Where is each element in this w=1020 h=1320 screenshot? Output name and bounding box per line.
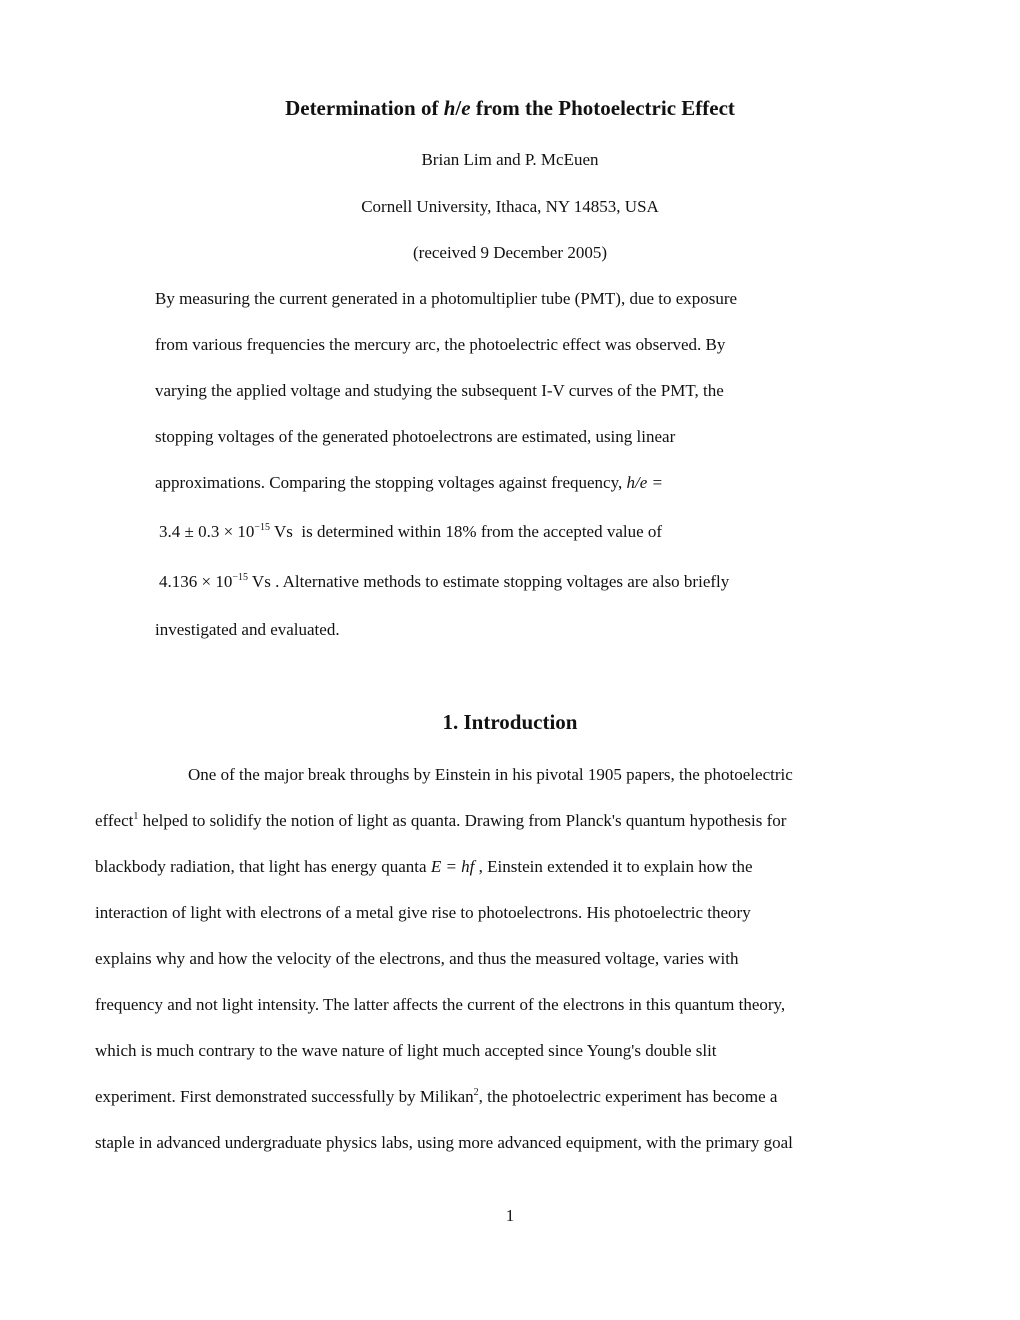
abstract-line: varying the applied voltage and studying the subsequent I-V curves of the PMT, the — [155, 381, 724, 400]
abstract-line: investigated and evaluated. — [155, 620, 340, 639]
abstract-line: By measuring the current generated in a photomultiplier tube (PMT), due to exposure — [155, 289, 738, 308]
body-line: frequency and not light intensity. The latter affects the current of the electrons in this quantum theory, — [95, 995, 786, 1014]
received-date: (received 9 December 2005) — [413, 243, 607, 262]
he-ratio: h/e = — [626, 473, 663, 492]
body-line: which is much contrary to the wave nature of light much accepted since Young's double slit — [95, 1041, 717, 1060]
measured-value: $3.4 \pm 0.3 \times 10^{-15}$ Vs — [159, 522, 293, 541]
page-number: 1 — [505, 1206, 515, 1225]
paper-title: Determination of h/e from the Photoelectric Effect — [285, 96, 735, 120]
affiliation: Cornell University, Ithaca, NY 14853, USA — [361, 197, 659, 216]
body-line: One of the major break throughs by Einstein in his pivotal 1905 papers, the photoelectric — [188, 765, 793, 784]
section-heading: 1. Introduction — [442, 710, 578, 734]
body-line: staple in advanced undergraduate physics labs, using more advanced equipment, with the primary goal — [95, 1133, 793, 1152]
body-line: blackbody radiation, that light has energy quanta E = hf , Einstein extended it to explain how the — [95, 857, 753, 876]
abstract-line: approximations. Comparing the stopping voltages against frequency, h/e = — [155, 473, 663, 492]
body-line: interaction of light with electrons of a metal give rise to photoelectrons. His photoelectric theory — [95, 903, 751, 922]
abstract-line: $4.136 \times 10^{-15}$ Vs . Alternative methods to estimate stopping voltages are also briefly — [159, 572, 730, 591]
abstract-line: $3.4 \pm 0.3 \times 10^{-15}$ Vs is determined within 18% from the accepted value of — [159, 522, 663, 541]
reference-marker: 2 — [473, 1087, 479, 1098]
body-line: effect$^1$ helped to solidify the notion of light as quanta. Drawing from Planck's quantum hypothesis for — [95, 811, 787, 830]
energy-equation: E = hf — [430, 857, 475, 876]
abstract-line: from various frequencies the mercury arc, the photoelectric effect was observed. By — [155, 335, 726, 354]
body-line: explains why and how the velocity of the electrons, and thus the measured voltage, varies with — [95, 949, 739, 968]
body-line: experiment. First demonstrated successfully by Milikan$^2$, the photoelectric experiment has become a — [95, 1087, 778, 1106]
abstract-line: stopping voltages of the generated photoelectrons are estimated, using linear — [155, 427, 676, 446]
authors: Brian Lim and P. McEuen — [421, 150, 599, 169]
reference-marker: 1 — [133, 811, 139, 822]
accepted-value: $4.136 \times 10^{-15}$ Vs — [159, 572, 271, 591]
